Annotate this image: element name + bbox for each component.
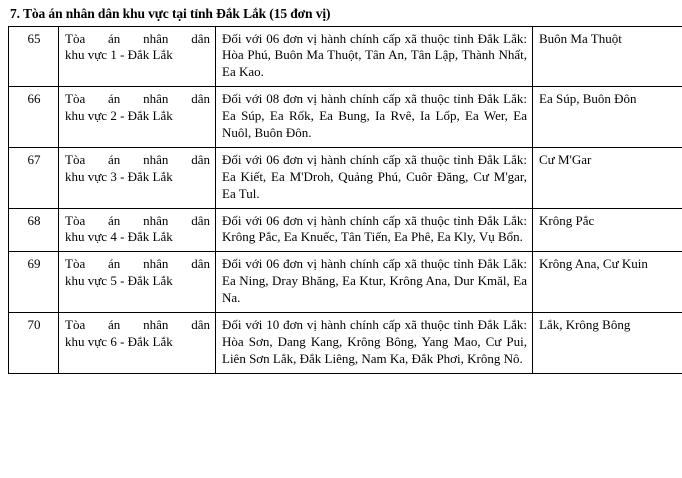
cell-jurisdiction: Đối với 06 đơn vị hành chính cấp xã thuộc tỉnh Đắk Lắk: Ea Kiết, Ea M'Droh, Quảng Phú, Cuôr Đăng, Cư M'gar, Ea Tul. (216, 147, 533, 208)
cell-number: 66 (9, 87, 59, 148)
cell-jurisdiction: Đối với 08 đơn vị hành chính cấp xã thuộc tỉnh Đắk Lắk: Ea Súp, Ea Rốk, Ea Bung, Ia Rvê, Ia Lốp, Ea Wer, Ea Nuôl, Buôn Đôn. (216, 87, 533, 148)
court-jurisdiction-table (8, 26, 682, 374)
cell-jurisdiction: Đối với 06 đơn vị hành chính cấp xã thuộc tỉnh Đắk Lắk: Hòa Phú, Buôn Ma Thuột, Tân An, Tân Lập, Thành Nhất, Ea Kao. (216, 26, 533, 87)
cell-seat: Cư M'Gar (533, 147, 682, 208)
cell-court-name (59, 26, 216, 87)
table-row (9, 312, 682, 373)
court-name-line-2: khu vực 4 - Đắk Lắk (65, 229, 173, 245)
cell-number: 65 (9, 26, 59, 87)
cell-seat: Krông Pắc (533, 208, 682, 252)
court-name-line-1: Tòa án nhân dân (65, 91, 210, 107)
cell-court-name (59, 147, 216, 208)
page-title: 7. Tòa án nhân dân khu vực tại tỉnh Đắk Lắk (15 đơn vị) (10, 6, 331, 21)
court-name-line-2: khu vực 3 - Đắk Lắk (65, 168, 173, 184)
court-name-line-2: khu vực 5 - Đắk Lắk (65, 273, 173, 289)
cell-court-name (59, 312, 216, 373)
court-name-line-2: khu vực 6 - Đắk Lắk (65, 333, 173, 349)
cell-seat: Krông Ana, Cư Kuin (533, 252, 682, 313)
cell-court-name (59, 252, 216, 313)
court-name-line-2: khu vực 1 - Đắk Lắk (65, 47, 173, 63)
court-name-line-1: Tòa án nhân dân (65, 212, 210, 228)
cell-jurisdiction: Đối với 06 đơn vị hành chính cấp xã thuộc tỉnh Đắk Lắk: Krông Pắc, Ea Knuếc, Tân Tiến, Ea Phê, Ea Kly, Vụ Bổn. (216, 208, 533, 252)
court-name-line-1: Tòa án nhân dân (65, 256, 210, 272)
cell-jurisdiction: Đối với 10 đơn vị hành chính cấp xã thuộc tỉnh Đắk Lắk: Hòa Sơn, Dang Kang, Krông Bông, Yang Mao, Cư Pui, Liên Sơn Lắk, Đắk Liêng, Nam Ka, Đắk Phơi, Krông Nô. (216, 312, 533, 373)
cell-seat: Lắk, Krông Bông (533, 312, 682, 373)
cell-court-name (59, 208, 216, 252)
cell-number: 70 (9, 312, 59, 373)
cell-jurisdiction: Đối với 06 đơn vị hành chính cấp xã thuộc tỉnh Đắk Lắk: Ea Ning, Dray Bhăng, Ea Ktur, Krông Ana, Dur Kmăl, Ea Na. (216, 252, 533, 313)
table-row (9, 252, 682, 313)
cell-seat: Ea Súp, Buôn Đôn (533, 87, 682, 148)
cell-court-name (59, 87, 216, 148)
cell-number: 68 (9, 208, 59, 252)
table-row (9, 147, 682, 208)
cell-number: 69 (9, 252, 59, 313)
table-body (9, 26, 682, 373)
cell-number: 67 (9, 147, 59, 208)
table-row (9, 208, 682, 252)
court-name-line-2: khu vực 2 - Đắk Lắk (65, 108, 173, 124)
court-name-line-1: Tòa án nhân dân (65, 151, 210, 167)
table-row (9, 87, 682, 148)
court-name-line-1: Tòa án nhân dân (65, 316, 210, 332)
table-row (9, 26, 682, 87)
cell-seat: Buôn Ma Thuột (533, 26, 682, 87)
court-name-line-1: Tòa án nhân dân (65, 30, 210, 46)
